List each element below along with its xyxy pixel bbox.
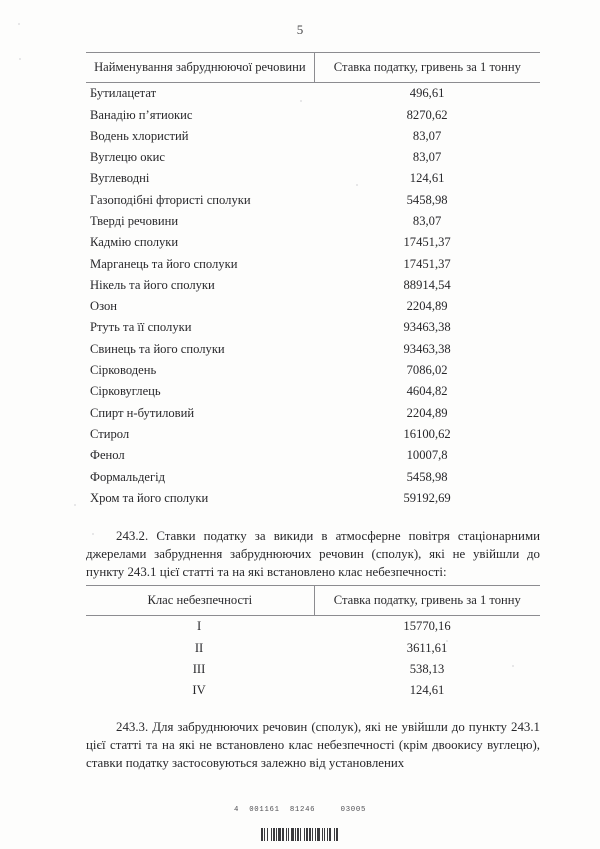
cell-name: Вуглеводні <box>90 171 150 186</box>
cell-rate: 93463,38 <box>403 341 451 356</box>
cell-rate: 83,07 <box>412 128 442 143</box>
scan-speckle <box>74 504 76 506</box>
cell-name: Вуглецю окис <box>90 150 165 165</box>
table-row <box>86 637 540 658</box>
table-row <box>86 424 540 445</box>
table-row <box>86 339 540 360</box>
hazard-class-table-block <box>86 585 540 701</box>
scan-speckle <box>19 58 21 60</box>
column-header-tax-rate: Ставка податку, гривень за 1 тонну <box>333 60 521 74</box>
cell-name: Тверді речовини <box>90 213 179 228</box>
cell-name: IV <box>192 683 206 698</box>
table-row <box>86 168 540 189</box>
table-row <box>86 147 540 168</box>
table-row <box>86 190 540 211</box>
cell-rate: 2204,89 <box>406 405 448 420</box>
table-row <box>86 232 540 253</box>
cell-rate: 8270,62 <box>406 107 448 122</box>
cell-name: Хром та його сполуки <box>90 490 209 505</box>
cell-name: Свинець та його сполуки <box>90 341 225 356</box>
table-row <box>86 616 540 638</box>
cell-rate: 17451,37 <box>403 235 451 250</box>
table-row <box>86 317 540 338</box>
cell-name: Формальдегід <box>90 469 166 484</box>
table-row <box>86 488 540 509</box>
column-header-hazard-class: Клас небезпечності <box>86 586 314 616</box>
cell-rate: 16100,62 <box>403 426 451 441</box>
footer-barcode <box>0 806 600 841</box>
column-header-pollutant-name: Найменування забруднюючої речовини <box>86 53 314 83</box>
table-row <box>86 403 540 424</box>
cell-rate: 93463,38 <box>403 320 451 335</box>
table-row <box>86 211 540 232</box>
table-header-row <box>86 586 540 616</box>
paragraph-243-2: 243.2. Ставки податку за викиди в атмосферне повітря стаціонарними джерелами забруднення забруднюючих речовин (сполук), які не увійшли до пункту 243.1 цієї статті та на які встановлено клас небезпечності: <box>86 529 540 580</box>
cell-rate: 5458,98 <box>406 469 448 484</box>
page-number: 5 <box>296 22 304 37</box>
cell-rate: 15770,16 <box>403 619 451 634</box>
cell-name: Ванадію п’ятиокис <box>90 107 193 122</box>
cell-name: Озон <box>90 299 118 314</box>
table-row <box>86 275 540 296</box>
cell-name: Сірковуглець <box>90 384 161 399</box>
cell-rate: 5458,98 <box>406 192 448 207</box>
barcode-number: 4 001161 81246 03005 <box>233 806 367 814</box>
table-row <box>86 296 540 317</box>
cell-name: Водень хлористий <box>90 128 189 143</box>
cell-rate: 83,07 <box>412 213 442 228</box>
table-row <box>86 253 540 274</box>
table-header <box>86 53 540 83</box>
cell-rate: 4604,82 <box>406 384 448 399</box>
table-header <box>86 586 540 616</box>
barcode-image <box>261 828 339 841</box>
cell-name: Марганець та його сполуки <box>90 256 238 271</box>
table-row <box>86 659 540 680</box>
cell-rate: 17451,37 <box>403 256 451 271</box>
cell-rate: 496,61 <box>409 86 445 101</box>
table-body <box>86 616 540 702</box>
table-row <box>86 360 540 381</box>
hazard-class-table <box>86 585 540 701</box>
cell-rate: 83,07 <box>412 150 442 165</box>
cell-rate: 538,13 <box>409 661 445 676</box>
table-row <box>86 445 540 466</box>
cell-rate: 3611,61 <box>406 640 448 655</box>
table-row <box>86 126 540 147</box>
cell-name: II <box>194 640 204 655</box>
cell-rate: 7086,02 <box>406 363 448 378</box>
cell-name: Спирт н-бутиловий <box>90 405 195 420</box>
cell-name: Нікель та його сполуки <box>90 277 215 292</box>
paragraph-243-3: 243.3. Для забруднюючих речовин (сполук), які не увійшли до пункту 243.1 цієї статті та на які не встановлено клас небезпечності (крім двоокису вуглецю), ставки податку застосовуються залежно від установлених <box>86 720 540 771</box>
cell-name: Бутилацетат <box>90 86 157 101</box>
cell-rate: 59192,69 <box>403 490 451 505</box>
table-header-row <box>86 53 540 83</box>
cell-rate: 10007,8 <box>406 448 448 463</box>
pollutant-rates-table <box>86 52 540 509</box>
cell-rate: 124,61 <box>409 171 445 186</box>
cell-name: Стирол <box>90 426 130 441</box>
cell-name: I <box>196 619 202 634</box>
table-row <box>86 466 540 487</box>
column-header-tax-rate: Ставка податку, гривень за 1 тонну <box>333 593 521 607</box>
table-row <box>86 104 540 125</box>
table-body <box>86 83 540 509</box>
table-row <box>86 83 540 105</box>
cell-rate: 88914,54 <box>403 277 451 292</box>
cell-rate: 2204,89 <box>406 299 448 314</box>
cell-name: Ртуть та її сполуки <box>90 320 192 335</box>
cell-name: Кадмію сполуки <box>90 235 179 250</box>
cell-name: Сірководень <box>90 363 157 378</box>
cell-name: Фенол <box>90 448 125 463</box>
table-row <box>86 680 540 701</box>
cell-name: Газоподібні фтористі сполуки <box>90 192 251 207</box>
table-row <box>86 381 540 402</box>
cell-name: III <box>192 661 206 676</box>
pollutant-rates-table-block <box>86 52 540 509</box>
cell-rate: 124,61 <box>409 683 445 698</box>
